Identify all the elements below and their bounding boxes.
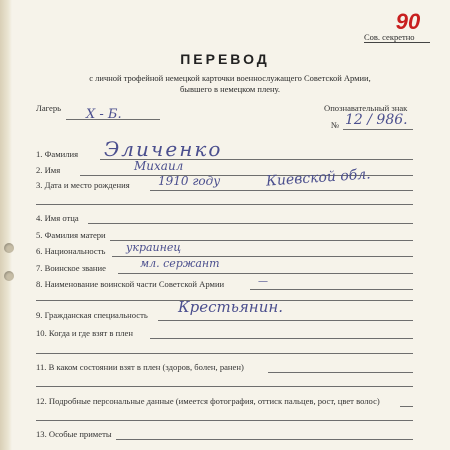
field-7-line (118, 273, 413, 274)
field-11-continuation-line (36, 386, 413, 387)
subtitle-line-2: бывшего в немецком плену. (179, 84, 281, 94)
field-9-line (158, 320, 413, 321)
field-9-value: Крестьянин. (178, 298, 283, 316)
field-2-label: 2. Имя (36, 165, 61, 175)
handwritten-page-number: 90 (395, 9, 421, 34)
field-12-line (400, 406, 413, 407)
classification-stamp: Сов. секретно (364, 32, 436, 42)
field-10-line (150, 338, 413, 339)
subtitle-line-1: с личной трофейной немецкой карточки военнослужащего Советской Армии, (89, 73, 371, 83)
field-1-label: 1. Фамилия (36, 149, 79, 159)
field-3-birth-place: Киевской обл. (265, 166, 372, 190)
camp-value: Х - Б. (86, 107, 122, 122)
field-8-value: — (258, 276, 268, 287)
id-tag-value: 12 / 986. (345, 112, 408, 128)
field-4-label: 4. Имя отца (36, 213, 79, 223)
paper-binding-edge (0, 0, 12, 450)
document-title: ПЕРЕВОД (180, 51, 270, 67)
field-8-label: 8. Наименование воинской части Советской Армии (36, 279, 225, 289)
punch-hole (4, 271, 14, 281)
field-4-line (88, 223, 413, 224)
field-9-label: 9. Гражданская специальность (36, 310, 148, 320)
punch-hole (4, 243, 14, 253)
field-3-line (150, 190, 413, 191)
field-7-label: 7. Воинское звание (36, 263, 106, 273)
number-sign: № (331, 120, 340, 130)
camp-label: Лагерь (36, 103, 62, 113)
field-12-label: 12. Подробные персональные данные (имеется фотография, оттиск пальцев, рост, цвет волос) (36, 396, 380, 406)
field-7-value: мл. сержант (140, 257, 220, 270)
field-3-birth-date: 1910 году (158, 174, 221, 188)
field-12-continuation-line (36, 420, 413, 421)
field-3-continuation-line (36, 204, 413, 205)
field-6-label: 6. Национальность (36, 246, 106, 256)
field-6-value: украинец (126, 241, 182, 254)
id-tag-label: Опознавательный знак (324, 103, 408, 113)
field-11-line (268, 372, 413, 373)
field-2-value: Михаил (134, 159, 184, 173)
field-11-label: 11. В каком состоянии взят в плен (здоров, болен, ранен) (36, 362, 244, 372)
field-13-label: 13. Особые приметы (36, 429, 112, 439)
field-8-line (250, 289, 413, 290)
field-10-continuation-line (36, 353, 413, 354)
field-10-label: 10. Когда и где взят в плен (36, 328, 133, 338)
field-3-label: 3. Дата и место рождения (36, 180, 130, 190)
field-1-value: Эличенко (104, 137, 223, 161)
id-tag-line (343, 129, 413, 130)
field-5-label: 5. Фамилия матери (36, 230, 106, 240)
field-13-line (116, 439, 413, 440)
